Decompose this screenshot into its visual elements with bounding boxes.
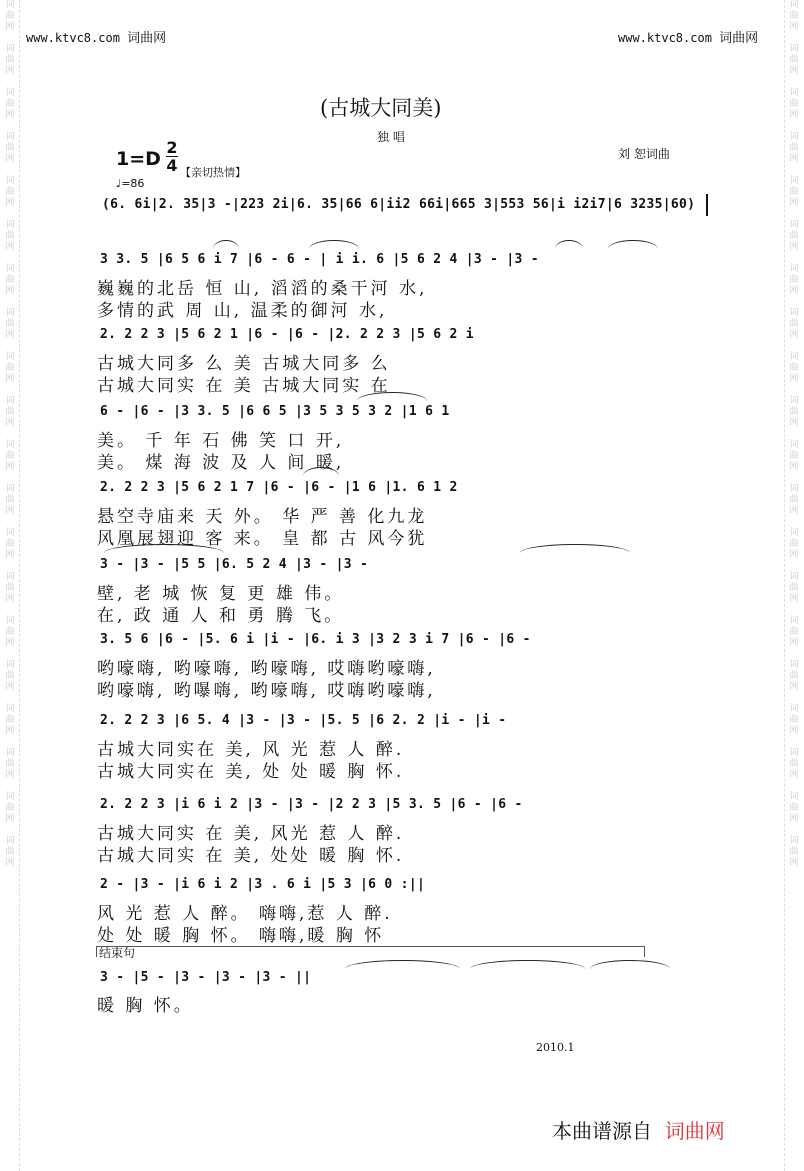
notation-row-ending: 3 - |5 - |3 - |3 - |3 - || — [100, 970, 312, 985]
notation-row-1: 3 3. 5 |6 5 6 i 7 |6 - 6 - | i i. 6 |5 6 2 4 |3 - |3 - — [100, 252, 539, 267]
footer-brand[interactable]: 词曲网 — [664, 1119, 725, 1143]
lyric-row-7-verse-2: 古城大同实在 美, 处 处 暖 胸 怀. — [97, 762, 405, 782]
lyric-row-7-verse-1: 古城大同实在 美, 风 光 惹 人 醉. — [97, 740, 405, 760]
intro-end-barline — [706, 194, 708, 216]
header-left-site[interactable] — [26, 27, 166, 46]
lyric-row-9-verse-2: 处 处 暖 胸 怀。 嗨嗨,暖 胸 怀 — [97, 926, 385, 946]
header-right-site[interactable] — [618, 27, 758, 46]
slur — [345, 960, 460, 969]
song-title: (古城大同美) — [320, 96, 442, 120]
lyric-row-2-verse-2: 古城大同实 在 美 古城大同实 在 — [97, 376, 391, 396]
slur — [213, 240, 239, 249]
ending-label: 结束句 — [99, 946, 136, 960]
header-left-url[interactable]: www.ktvc8.com — [26, 31, 120, 45]
intro-notation: (6. 6i|2. 35|3 -|223 2i|6. 35|66 6|ii2 66i|665 3|553 56|i i2i7|6 3235|60) — [102, 197, 696, 212]
lyric-row-2-verse-1: 古城大同多 么 美 古城大同多 么 — [97, 354, 391, 374]
mood-marking: 【亲切热情】 — [180, 166, 246, 179]
key-signature: 1=D — [116, 148, 161, 170]
notation-row-2: 2. 2 2 3 |5 6 2 1 |6 - |6 - |2. 2 2 3 |5 6 2 i — [100, 327, 474, 342]
lyric-row-4-verse-1: 悬空寺庙来 天 外。 华 严 善 化九龙 — [97, 507, 428, 527]
notation-row-4: 2. 2 2 3 |5 6 2 1 7 |6 - |6 - |1 6 |1. 6 1 2 — [100, 480, 458, 495]
lyric-row-4-verse-2: 风凰展翅迎 客 来。 皇 都 古 风今犹 — [97, 529, 428, 549]
lyric-row-1-verse-1: 巍巍的北岳 恒 山, 滔滔的桑干河 水, — [97, 279, 428, 299]
lyric-row-6-verse-1: 哟嚎嗨, 哟嚎嗨, 哟嚎嗨, 哎嗨哟嚎嗨, — [97, 659, 436, 679]
slur — [590, 960, 670, 969]
lyric-row-1-verse-2: 多情的武 周 山, 温柔的御河 水, — [97, 301, 388, 321]
notation-row-5: 3 - |3 - |5 5 |6. 5 2 4 |3 - |3 - — [100, 557, 369, 572]
ending-bracket — [96, 946, 645, 957]
lyric-row-5-verse-2: 在, 政 通 人 和 勇 腾 飞。 — [97, 606, 345, 626]
lyric-row-5-verse-1: 壁, 老 城 恢 复 更 雄 伟。 — [97, 584, 345, 604]
lyric-row-8-verse-2: 古城大同实 在 美, 处处 暖 胸 怀. — [97, 846, 405, 866]
performance-type: 独 唱 — [377, 130, 405, 144]
notation-row-8: 2. 2 2 3 |i 6 i 2 |3 - |3 - |2 2 3 |5 3. 5 |6 - |6 - — [100, 797, 523, 812]
lyric-row-9-verse-1: 风 光 惹 人 醉。 嗨嗨,惹 人 醉. — [97, 904, 393, 924]
notation-row-6: 3. 5 6 |6 - |5. 6 i |i - |6. i 3 |3 2 3 i 7 |6 - |6 - — [100, 632, 531, 647]
time-signature — [166, 140, 178, 173]
credits: 刘 恕词曲 — [618, 147, 670, 161]
slur — [608, 240, 658, 249]
header-right-url[interactable]: www.ktvc8.com — [618, 31, 712, 45]
right-side-watermark: 词曲网 词曲网 词曲网 词曲网 词曲网 词曲网 词曲网 词曲网 词曲网 词曲网 词曲网 词曲网 词曲网 词曲网 词曲网 词曲网 词曲网 词曲网 词曲网 词曲网 — [789, 0, 799, 868]
tempo-marking: ♩=86 — [116, 177, 145, 190]
lyric-row-3-verse-1: 美。 千 年 石 佛 笑 口 开, — [97, 431, 345, 451]
lyric-row-ending: 暖 胸 怀。 — [97, 996, 194, 1016]
notation-row-7: 2. 2 2 3 |6 5. 4 |3 - |3 - |5. 5 |6 2. 2 |i - |i - — [100, 713, 507, 728]
notation-row-9: 2 - |3 - |i 6 i 2 |3 . 6 i |5 3 |6 0 :|| — [100, 877, 426, 892]
time-signature-top: 2 — [166, 138, 178, 157]
composition-date: 2010.1 — [536, 1041, 575, 1054]
left-side-watermark: 词曲网 词曲网 词曲网 词曲网 词曲网 词曲网 词曲网 词曲网 词曲网 词曲网 词曲网 词曲网 词曲网 词曲网 词曲网 词曲网 词曲网 词曲网 词曲网 词曲网 — [5, 0, 15, 868]
left-margin-line — [19, 0, 20, 1171]
lyric-row-3-verse-2: 美。 煤 海 波 及 人 间 暖, — [97, 453, 345, 473]
footer-prefix: 本曲谱源自 — [552, 1119, 652, 1143]
lyric-row-6-verse-2: 哟嚎嗨, 哟嚗嗨, 哟嚎嗨, 哎嗨哟嚎嗨, — [97, 681, 436, 701]
slur — [555, 240, 583, 249]
source-footer[interactable] — [552, 1115, 725, 1144]
slur — [309, 240, 359, 249]
slur — [470, 960, 585, 969]
lyric-row-8-verse-1: 古城大同实 在 美, 风光 惹 人 醉. — [97, 824, 405, 844]
header-right-name[interactable]: 词曲网 — [719, 31, 759, 46]
header-left-name[interactable]: 词曲网 — [127, 31, 167, 46]
time-signature-bottom: 4 — [166, 156, 178, 175]
slur — [357, 392, 427, 401]
right-margin-line — [784, 0, 785, 1171]
slur — [520, 544, 630, 553]
notation-row-3: 6 - |6 - |3 3. 5 |6 6 5 |3 5 3 5 3 2 |1 6 1 — [100, 404, 450, 419]
